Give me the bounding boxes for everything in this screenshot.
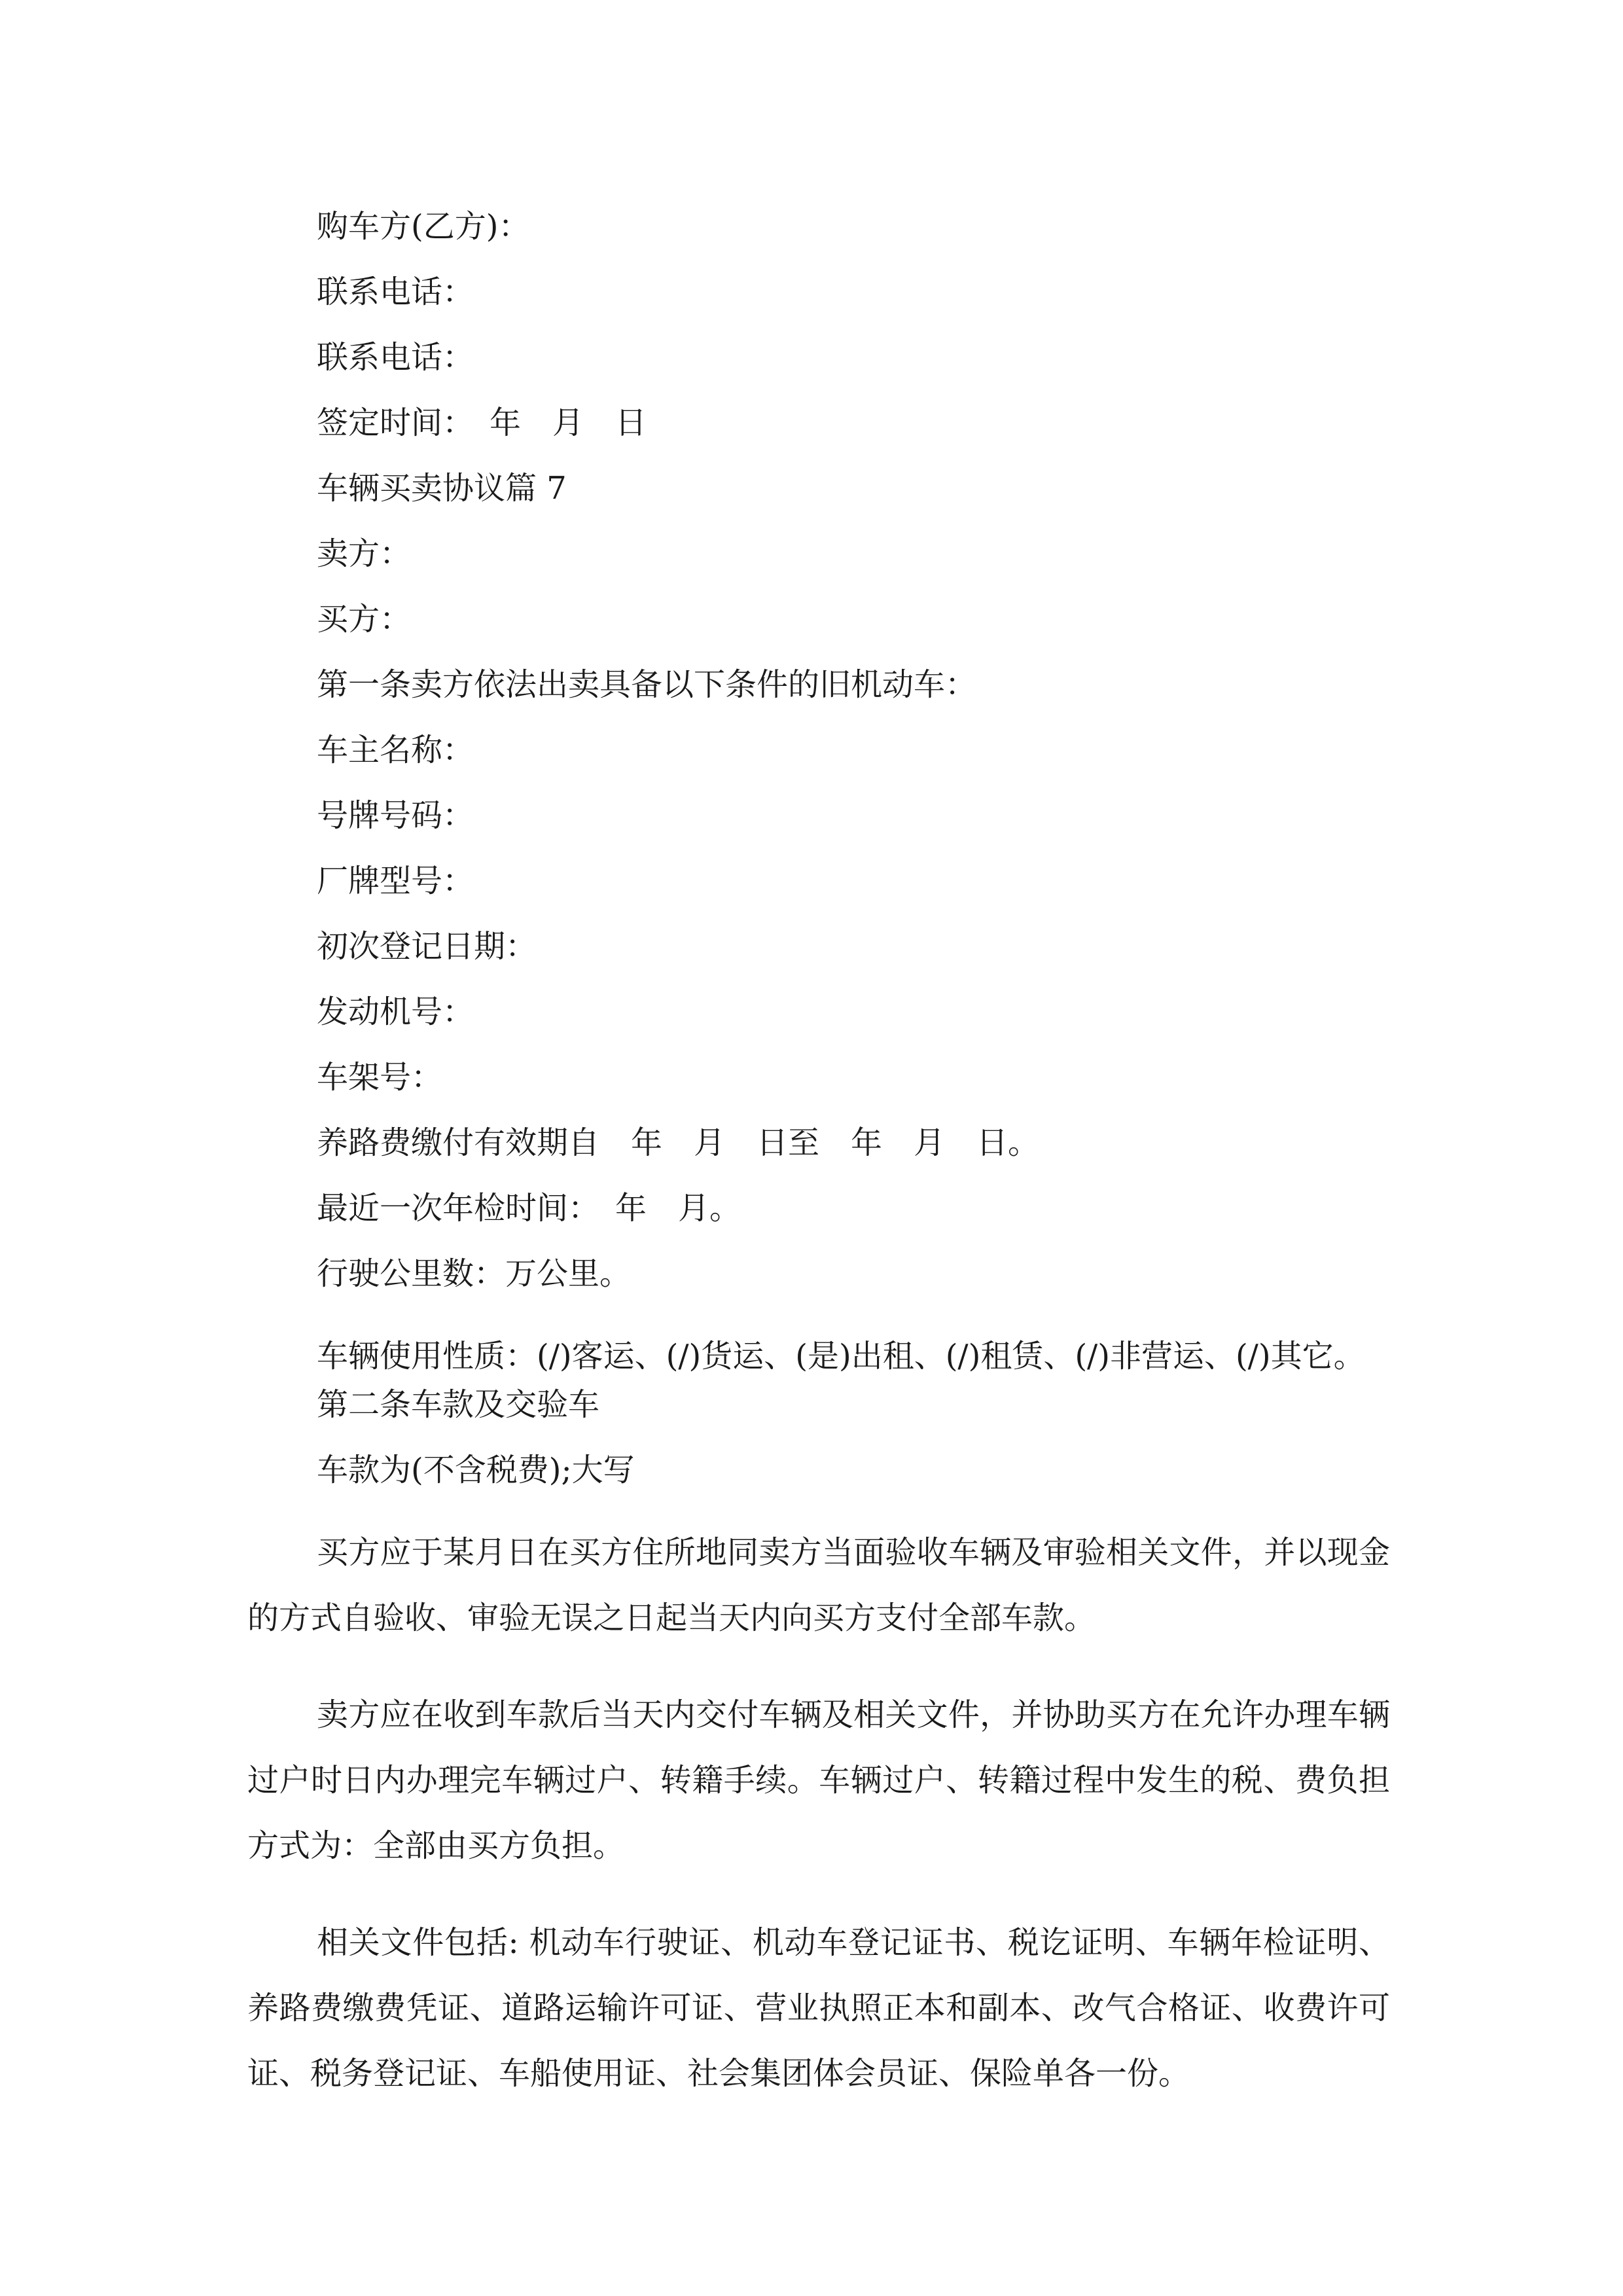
buyer-line: 购车方(乙方)： xyxy=(317,208,530,245)
mileage-line: 行驶公里数：万公里。 xyxy=(317,1255,632,1292)
engine-number-line: 发动机号： xyxy=(317,994,474,1030)
first-registration-line: 初次登记日期： xyxy=(317,928,537,965)
purchaser-line: 买方： xyxy=(317,601,412,637)
phone-line-1: 联系电话： xyxy=(317,274,474,310)
article-1-heading: 第一条卖方依法出卖具备以下条件的旧机动车： xyxy=(317,666,977,703)
inspection-paragraph: 买方应于某月日在买方住所地同卖方当面验收车辆及审验相关文件，并以现金的方式自验收、审验无误之日起当天内向买方支付全部车款。 xyxy=(247,1534,1390,1636)
delivery-paragraph: 卖方应在收到车款后当天内交付车辆及相关文件，并协助买方在允许办理车辆过户时日内办理完车辆过户、转籍手续。车辆过户、转籍过程中发生的税、费负担方式为：全部由买方负担。 xyxy=(247,1696,1390,1864)
usage-paragraph: 车辆使用性质：(/)客运、(/)货运、(是)出租、(/)租赁、(/)非营运、(/)其它。 xyxy=(317,1338,1365,1374)
phone-line-2: 联系电话： xyxy=(317,339,474,376)
brand-model-line: 厂牌型号： xyxy=(317,863,474,899)
plate-number-line: 号牌号码： xyxy=(317,797,474,834)
documents-paragraph: 相关文件包括: 机动车行驶证、机动车登记证书、税讫证明、车辆年检证明、养路费缴费凭证、道路运输许可证、营业执照正本和副本、改气合格证、收费许可证、税务登记证、车船使用证、社会集团体会员证、保险单各一份。 xyxy=(247,1924,1390,2092)
price-line: 车款为(不含税费);大写 xyxy=(317,1452,635,1488)
section-title: 车辆买卖协议篇 7 xyxy=(317,470,567,507)
frame-number-line: 车架号： xyxy=(317,1059,443,1096)
seller-line: 卖方： xyxy=(317,535,412,572)
sign-date-line: 签定时间： 年 月 日 xyxy=(317,404,647,441)
last-inspection-line: 最近一次年检时间： 年 月。 xyxy=(317,1190,741,1227)
document-body xyxy=(247,208,1390,2138)
road-fee-period-line: 养路费缴付有效期自 年 月 日至 年 月 日。 xyxy=(317,1124,1040,1161)
owner-name-line: 车主名称： xyxy=(317,732,474,768)
article-2-heading: 第二条车款及交验车 xyxy=(317,1386,600,1423)
